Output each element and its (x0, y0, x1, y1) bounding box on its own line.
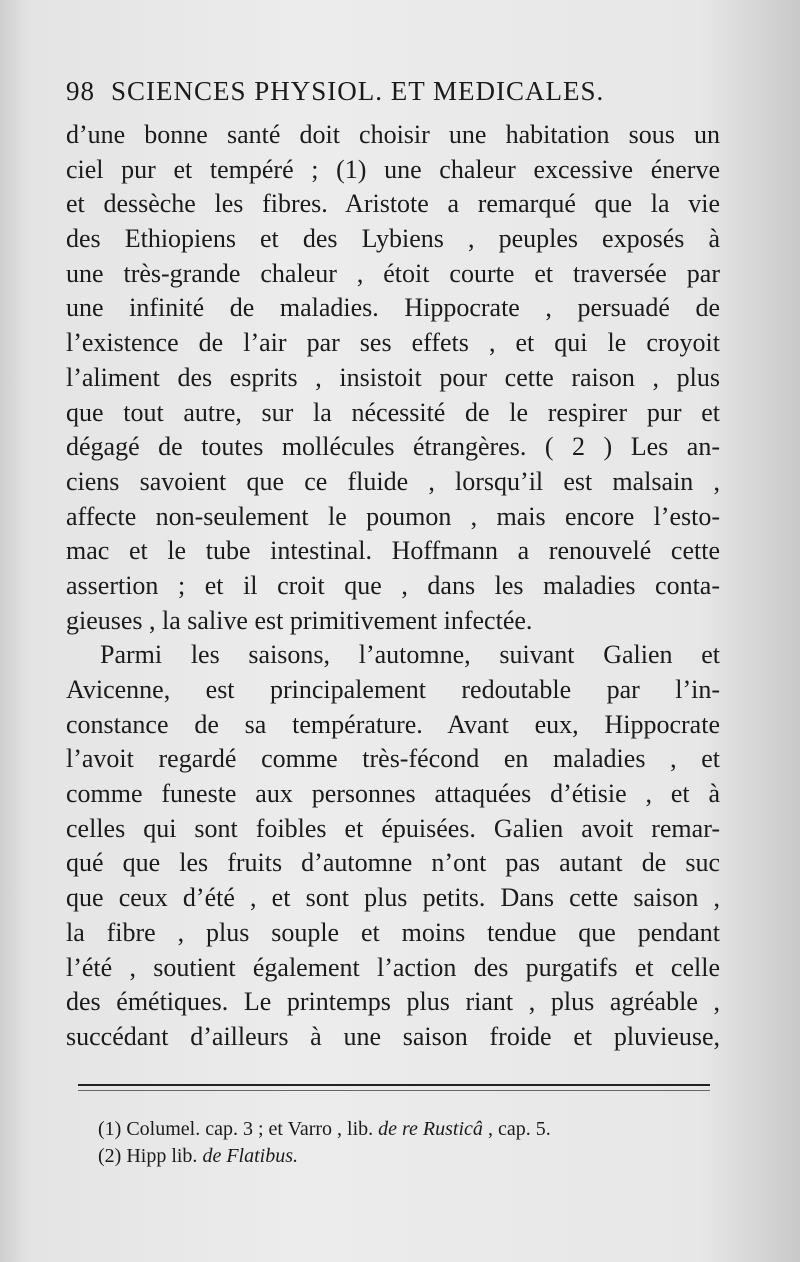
text-line: qué que les fruits d’automne n’ont pas autant de suc (66, 848, 720, 878)
text-line: celles qui sont foibles et épuisées. Galien avoit remar- (66, 813, 720, 843)
running-header (66, 76, 666, 116)
footnote-rule (78, 1084, 710, 1086)
text-line: constance de sa température. Avant eux, Hippocrate (66, 709, 720, 739)
text-line: dégagé de toutes mollécules étrangères. ( 2 ) Les an- (66, 432, 720, 462)
text-line: comme funeste aux personnes attaquées d’étisie , et à (66, 779, 720, 809)
text-line: assertion ; et il croit que , dans les maladies conta- (66, 570, 720, 600)
text-line: mac et le tube intestinal. Hoffmann a renouvelé cette (66, 536, 720, 566)
text-line: d’une bonne santé doit choisir une habitation sous un (66, 120, 720, 149)
footnote-1-title: de re Rusticâ (378, 1118, 483, 1140)
footnote-2-text: (2) Hipp lib. (98, 1145, 203, 1167)
text-line: une infinité de maladies. Hippocrate , persuadé de (66, 293, 720, 323)
footnotes (98, 1116, 698, 1170)
text-line: Parmi les saisons, l’automne, suivant Galien et (100, 640, 720, 670)
text-line: l’aliment des esprits , insistoit pour cette raison , plus (66, 362, 720, 392)
footnote-2 (98, 1143, 698, 1170)
text-line: que tout autre, sur la nécessité de le respirer pur et (66, 397, 720, 427)
text-line: et dessèche les fibres. Aristote a remarqué que la vie (66, 189, 720, 219)
text-line: gieuses , la salive est primitivement infectée. (66, 605, 533, 635)
text-line: des émétiques. Le printemps plus riant , plus agréable , (66, 987, 720, 1017)
text-line: que ceux d’été , et sont plus petits. Dans cette saison , (66, 883, 720, 913)
text-line: la fibre , plus souple et moins tendue que pendant (66, 917, 720, 947)
text-line: des Ethiopiens et des Lybiens , peuples exposés à (66, 224, 720, 254)
text-line: Avicenne, est principalement redoutable par l’in- (66, 675, 720, 704)
footnote-1-text: (1) Columel. cap. 3 ; et Varro , lib. (98, 1118, 379, 1140)
text-line: l’existence de l’air par ses effets , et qui le croyoit (66, 328, 720, 358)
footnote-2-title: de Flatibus. (202, 1145, 298, 1167)
running-title: SCIENCES PHYSIOL. ET MEDICALES. (111, 76, 605, 106)
text-line: l’été , soutient également l’action des purgatifs et celle (66, 952, 720, 982)
footnote-1-end: , cap. 5. (482, 1118, 551, 1140)
footnote-rule-thin (78, 1090, 710, 1091)
body-text (66, 118, 720, 1055)
text-line: ciel pur et tempéré ; (1) une chaleur excessive énerve (66, 154, 720, 184)
text-line: une très-grande chaleur , étoit courte et traversée par (66, 258, 720, 288)
text-line: succédant d’ailleurs à une saison froide et pluvieuse, (66, 1021, 720, 1051)
text-line: l’avoit regardé comme très-fécond en maladies , et (66, 744, 720, 774)
footnote-1 (98, 1116, 698, 1143)
text-line: affecte non-seulement le poumon , mais encore l’esto- (66, 501, 720, 531)
text-line: ciens savoient que ce fluide , lorsqu’il est malsain , (66, 466, 720, 496)
page-number: 98 (66, 76, 95, 106)
